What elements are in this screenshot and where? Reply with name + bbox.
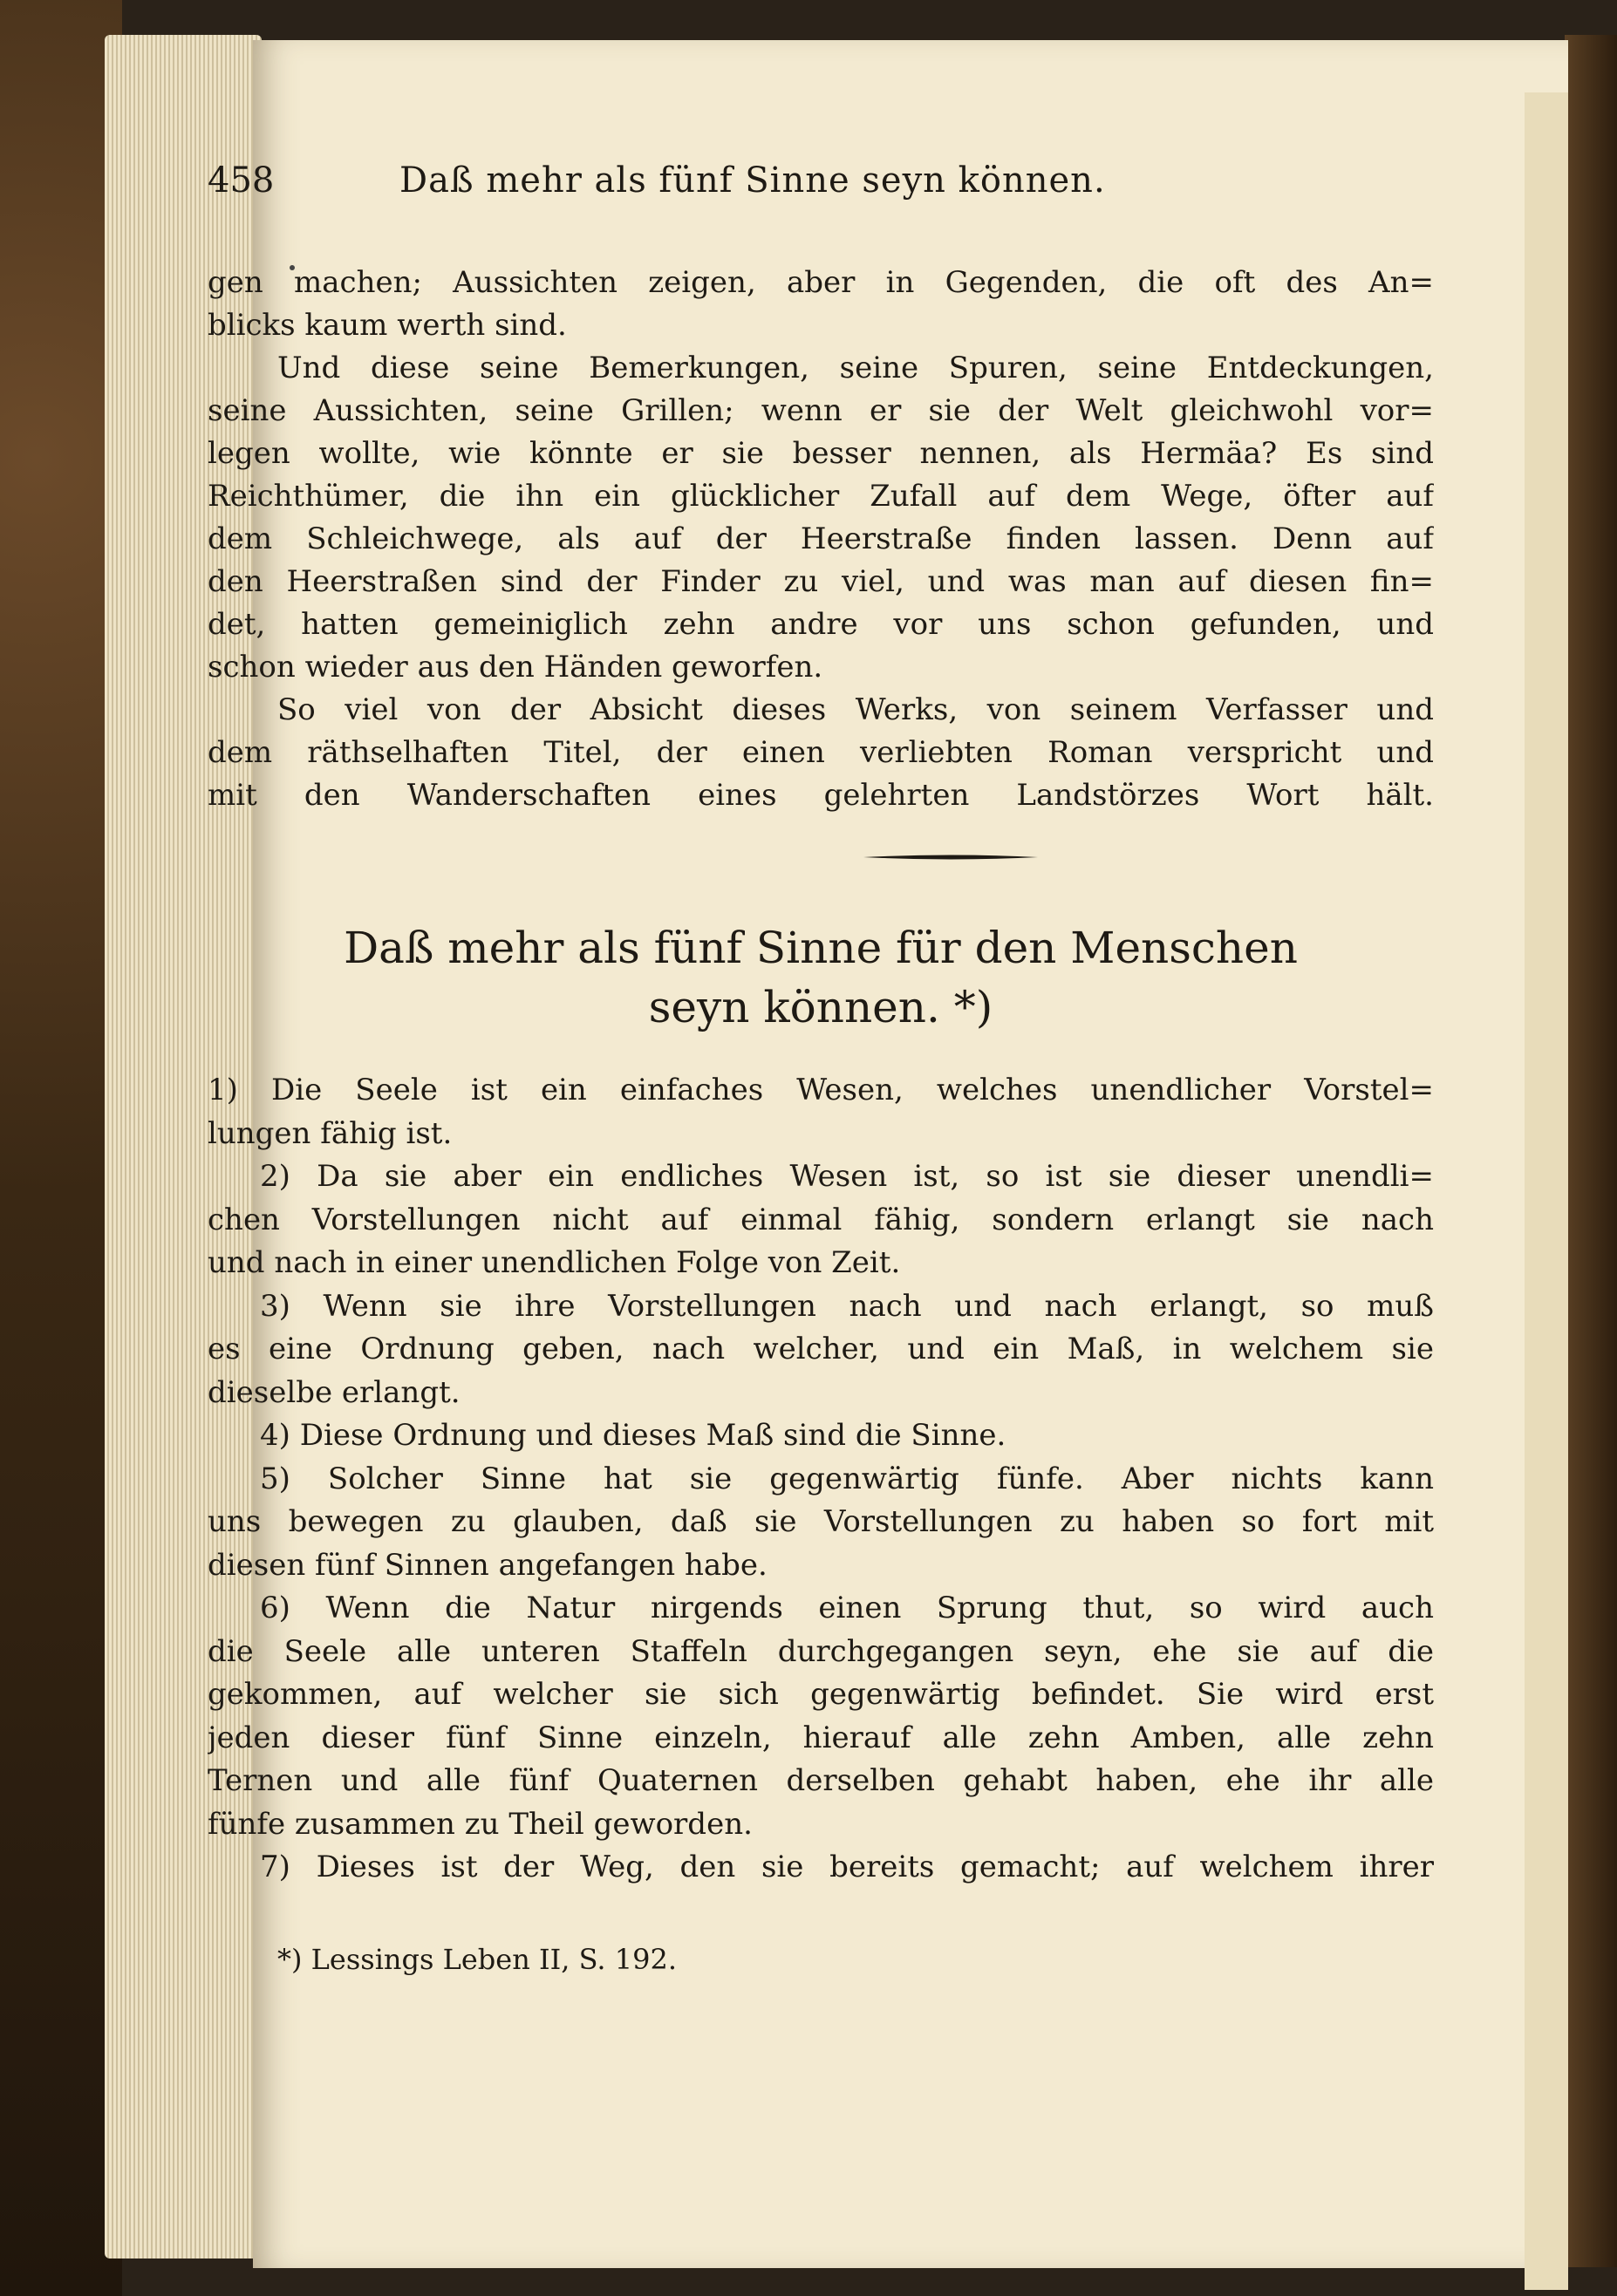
item-line: und nach in einer unendlichen Folge von Zeit. xyxy=(208,1245,901,1280)
item-line: gekommen, auf welcher sie sich gegenwärtig befindet. Sie wird erst xyxy=(208,1677,1434,1712)
running-title: Daß mehr als fünf Sinne seyn können. xyxy=(399,160,1106,201)
page-number: 458 xyxy=(208,160,275,201)
item-line: 6) Wenn die Natur nirgends einen Sprung thut, so wird auch xyxy=(260,1591,1434,1625)
item-line: 5) Solcher Sinne hat sie gegenwärtig fünfe. Aber nichts kann xyxy=(260,1461,1434,1496)
item-line: 2) Da sie aber ein endliches Wesen ist, so ist sie dieser unendli= xyxy=(260,1159,1434,1194)
numbered-propositions xyxy=(208,1069,1434,1890)
item-line: fünfe zusammen zu Theil geworden. xyxy=(208,1806,753,1842)
section-heading-continued: seyn können. *) xyxy=(648,982,993,1032)
body-line: gen machen; Aussichten zeigen, aber in Gegenden, die oft des An= xyxy=(208,265,1434,300)
item-line: jeden dieser fünf Sinne einzeln, hierauf alle zehn Amben, alle zehn xyxy=(208,1720,1434,1755)
item-line: lungen fähig ist. xyxy=(208,1115,453,1151)
running-head xyxy=(208,160,1434,213)
item-line: chen Vorstellungen nicht auf einmal fähig, sondern erlangt sie nach xyxy=(208,1202,1434,1237)
body-line: schon wieder aus den Händen geworfen. xyxy=(208,650,823,685)
body-line: So viel von der Absicht dieses Werks, von seinem Verfasser und xyxy=(277,692,1434,727)
body-line: Reichthümer, die ihn ein glücklicher Zufall auf dem Wege, öfter auf xyxy=(208,479,1434,514)
body-line: dem räthselhaften Titel, der einen verliebten Roman verspricht und xyxy=(208,735,1434,770)
body-text xyxy=(208,262,1434,817)
item-line: 1) Die Seele ist ein einfaches Wesen, welches unendlicher Vorstel= xyxy=(208,1073,1434,1107)
item-line: die Seele alle unteren Staffeln durchgegangen seyn, ehe sie auf die xyxy=(208,1633,1434,1669)
book-cover-left xyxy=(0,0,122,2296)
body-line: Und diese seine Bemerkungen, seine Spuren, seine Entdeckungen, xyxy=(277,351,1434,385)
item-line: es eine Ordnung geben, nach welcher, und ein Maß, in welchem sie xyxy=(208,1332,1434,1366)
body-line: blicks kaum werth sind. xyxy=(208,308,567,343)
body-line: legen wollte, wie könnte er sie besser nennen, als Hermäa? Es sind xyxy=(208,436,1434,471)
facing-page-strip xyxy=(1525,92,1568,2290)
section-heading: Daß mehr als fünf Sinne für den Menschen xyxy=(344,923,1298,973)
body-line: det, hatten gemeiniglich zehn andre vor uns schon gefunden, und xyxy=(208,607,1434,642)
body-line: den Heerstraßen sind der Finder zu viel, und was man auf diesen fin= xyxy=(208,564,1434,599)
body-line: seine Aussichten, seine Grillen; wenn er sie der Welt gleichwohl vor= xyxy=(208,393,1434,428)
item-line: Ternen und alle fünf Quaternen derselben gehabt haben, ehe ihr alle xyxy=(208,1763,1434,1798)
item-line: 3) Wenn sie ihre Vorstellungen nach und nach erlangt, so muß xyxy=(260,1288,1434,1324)
book-cover-right xyxy=(1565,35,1617,2267)
section-divider-ornament xyxy=(863,853,1038,862)
body-line: dem Schleichwege, als auf der Heerstraße finden lassen. Denn auf xyxy=(208,521,1434,556)
item-line: 4) Diese Ordnung und dieses Maß sind die Sinne. xyxy=(260,1418,1006,1453)
body-line: mit den Wanderschaften eines gelehrten Landstörzes Wort hält. xyxy=(208,778,1434,813)
footnote: *) Lessings Leben II, S. 192. xyxy=(277,1943,677,1976)
item-line: 7) Dieses ist der Weg, den sie bereits gemacht; auf welchem ihrer xyxy=(260,1850,1434,1884)
item-line: dieselbe erlangt. xyxy=(208,1374,461,1410)
item-line: diesen fünf Sinnen angefangen habe. xyxy=(208,1547,768,1583)
item-line: uns bewegen zu glauben, daß sie Vorstellungen zu haben so fort mit xyxy=(208,1504,1434,1539)
